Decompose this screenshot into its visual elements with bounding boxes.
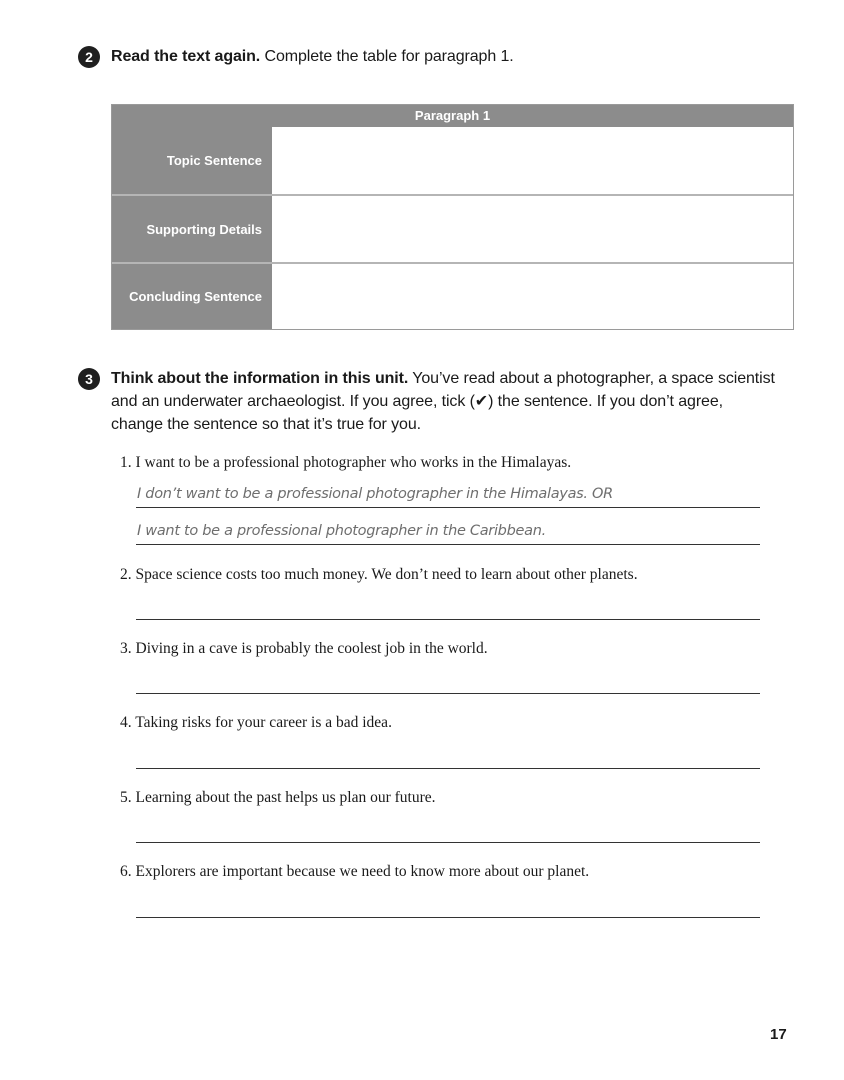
list-item: 5. Learning about the past helps us plan our future. bbox=[120, 789, 436, 806]
paragraph-table bbox=[111, 104, 794, 330]
answer-line[interactable] bbox=[136, 619, 760, 620]
list-item: 4. Taking risks for your career is a bad idea. bbox=[120, 714, 392, 731]
answer-cell[interactable] bbox=[272, 127, 793, 194]
exercise-2-instruction bbox=[111, 45, 791, 68]
answer-line[interactable] bbox=[136, 544, 760, 545]
answer-line[interactable] bbox=[136, 842, 760, 843]
exercise-number-badge: 3 bbox=[78, 368, 100, 390]
answer-cell[interactable] bbox=[272, 196, 793, 263]
instruction-text: Complete the table for paragraph 1. bbox=[260, 48, 514, 65]
list-item: 3. Diving in a cave is probably the coolest job in the world. bbox=[120, 640, 488, 657]
answer-cell[interactable] bbox=[272, 264, 793, 329]
list-item: 1. I want to be a professional photographer who works in the Himalayas. bbox=[120, 454, 572, 471]
answer-line[interactable] bbox=[136, 917, 760, 918]
answer-line[interactable] bbox=[136, 693, 760, 694]
exercise-3-instruction bbox=[111, 367, 779, 436]
row-label: Concluding Sentence bbox=[112, 264, 272, 329]
list-item: 2. Space science costs too much money. We don’t need to learn about other planets. bbox=[120, 566, 638, 583]
table-row bbox=[112, 127, 793, 194]
row-label: Topic Sentence bbox=[112, 127, 272, 194]
list-item: 6. Explorers are important because we need to know more about our planet. bbox=[120, 863, 590, 880]
table-row bbox=[112, 264, 793, 329]
page-number: 17 bbox=[770, 1026, 787, 1043]
table-row bbox=[112, 196, 793, 263]
example-answer: I don’t want to be a professional photographer in the Himalayas. OR bbox=[137, 486, 613, 502]
example-answer: I want to be a professional photographer in the Caribbean. bbox=[137, 523, 546, 539]
table-header: Paragraph 1 bbox=[112, 105, 793, 127]
row-label: Supporting Details bbox=[112, 196, 272, 263]
instruction-bold: Read the text again. bbox=[111, 48, 261, 65]
answer-line[interactable] bbox=[136, 768, 760, 769]
instruction-text: You’ve read about a photographer, a space scientist and an underwater archaeologist. If you agree, tick (✔) the sentence. If you don’t agree, change the sentence so that it’s true for you. bbox=[111, 370, 775, 433]
exercise-number-badge: 2 bbox=[78, 46, 100, 68]
answer-line[interactable] bbox=[136, 507, 760, 508]
instruction-bold: Think about the information in this unit. bbox=[111, 370, 409, 387]
